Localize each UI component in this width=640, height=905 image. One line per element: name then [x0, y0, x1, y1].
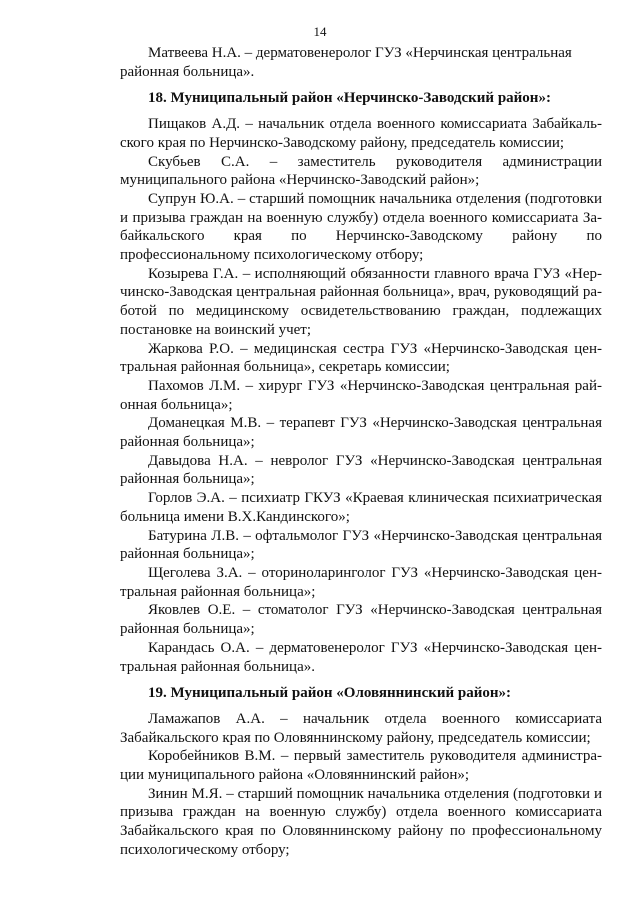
paragraph: Коробейников В.М. – первый заместитель руководителя администрации муниципального района «Оловяннинский район»; [120, 748, 602, 784]
document-body [120, 44, 602, 860]
paragraph: Пищаков А.Д. – начальник отдела военного комиссариата Забайкальского края по Нерчинско-Заводскому району, председатель комиссии; [120, 116, 602, 151]
paragraph: Жаркова Р.О. – медицинская сестра ГУЗ «Нерчинско-Заводская центральная районная больница», секретарь комиссии; [120, 340, 602, 376]
paragraph: Горлов Э.А. – психиатр ГКУЗ «Краевая клиническая психиатрическая больница имени В.Х.Кандинского»; [120, 490, 602, 525]
paragraph: Супрун Ю.А. – старший помощник начальника отделения (подготовки и призыва граждан на военную службу) отдела военного комиссариата Забайкальского края по Нерчинско-Заводскому району по профессиональному психологическому отбору; [120, 190, 602, 264]
paragraph: Ламажапов А.А. – начальник отдела военного комиссариата Забайкальского края по Оловяннинскому району, председатель комиссии; [120, 710, 602, 746]
page-number: 14 [313, 24, 327, 39]
paragraph: Давыдова Н.А. – невролог ГУЗ «Нерчинско-Заводская центральная районная больница»; [120, 452, 602, 488]
paragraph: Скубьев С.А. – заместитель руководителя администрации муниципального района «Нерчинско-Заводский район»; [120, 153, 602, 189]
section-heading-18: 18. Муниципальный район «Нерчинско-Заводский район»: [148, 90, 551, 107]
section-heading-19: 19. Муниципальный район «Оловяннинский район»: [148, 685, 512, 702]
paragraph: Батурина Л.В. – офтальмолог ГУЗ «Нерчинско-Заводская центральная районная больница»; [120, 527, 602, 563]
paragraph: Карандась О.А. – дерматовенеролог ГУЗ «Нерчинско-Заводская центральная районная больница». [120, 639, 602, 675]
paragraph: Козырева Г.А. – исполняющий обязанности главного врача ГУЗ «Нерчинско-Заводская центральная районная больница», врач, руководящий работой по медицинскому освидетельствованию граждан, подлежащих постановке на воинский учет; [120, 265, 602, 338]
paragraph: Матвеева Н.А. – дерматовенеролог ГУЗ «Нерчинская центральная районная больница». [120, 45, 572, 80]
paragraph: Щеголева З.А. – оториноларинголог ГУЗ «Нерчинско-Заводская центральная районная больница»; [120, 564, 602, 600]
paragraph: Зинин М.Я. – старший помощник начальника отделения (подготовки и призыва граждан на военную службу) отдела военного комиссариата Забайкальского края по Оловяннинскому району по профессиональному психологическому отбору; [120, 785, 602, 858]
paragraph: Пахомов Л.М. – хирург ГУЗ «Нерчинско-Заводская центральная районная больница»; [120, 377, 602, 413]
paragraph: Доманецкая М.В. – терапевт ГУЗ «Нерчинско-Заводская центральная районная больница»; [120, 415, 602, 451]
paragraph: Яковлев О.Е. – стоматолог ГУЗ «Нерчинско-Заводская центральная районная больница»; [120, 602, 602, 638]
